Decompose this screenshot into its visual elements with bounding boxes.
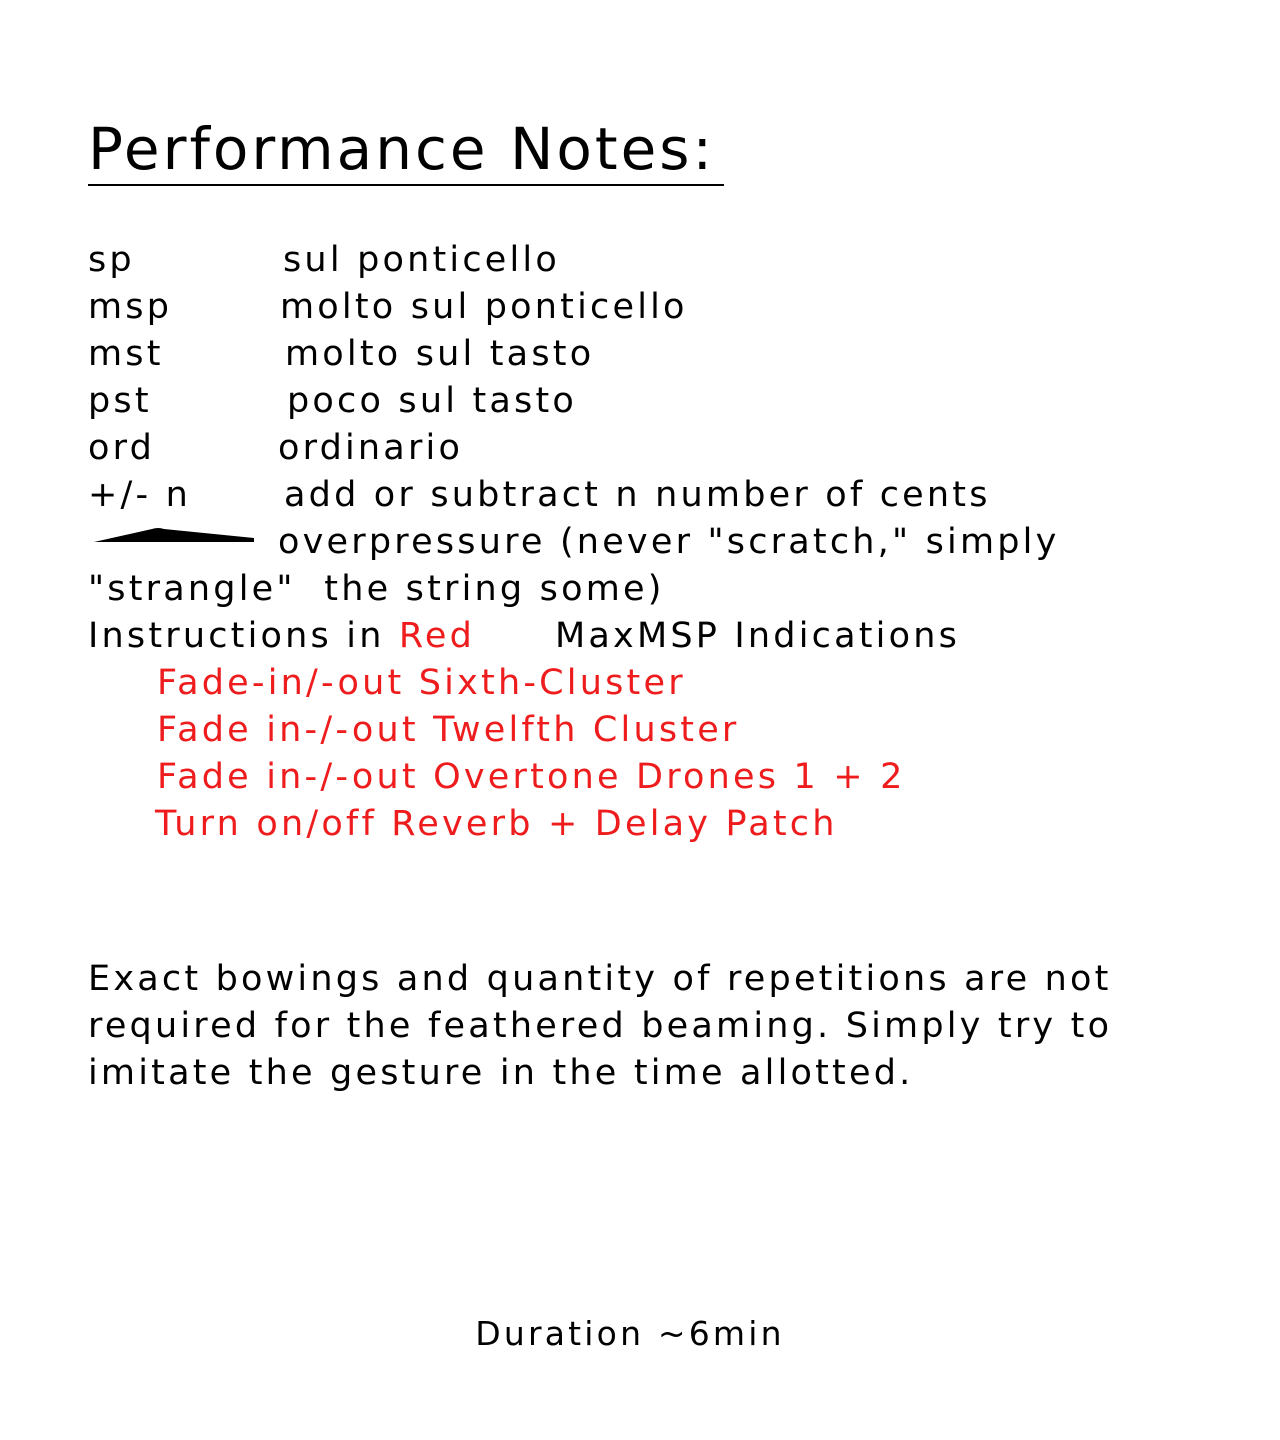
max-indication-item: Fade in-/-out Twelfth Cluster xyxy=(157,710,740,750)
meaning-mst: molto sul tasto xyxy=(285,334,595,374)
meaning-msp: molto sul ponticello xyxy=(280,287,688,327)
duration: Duration ~6min xyxy=(475,1314,785,1353)
paragraph-line-1: Exact bowings and quantity of repetitions are not xyxy=(88,959,1112,999)
meaning-cents: add or subtract n number of cents xyxy=(284,475,991,515)
overpressure-line-2: "strangle" the string some) xyxy=(88,569,665,609)
abbr-pst: pst xyxy=(88,381,152,421)
overpressure-line-1: overpressure (never "scratch," simply xyxy=(278,522,1060,562)
abbr-ord: ord xyxy=(88,428,156,468)
instructions-line xyxy=(88,614,475,658)
meaning-pst: poco sul tasto xyxy=(287,381,578,421)
abbr-mst: mst xyxy=(88,334,164,374)
meaning-ord: ordinario xyxy=(278,428,464,468)
instructions-red-word: Red xyxy=(398,616,476,656)
max-indication-item: Fade in-/-out Overtone Drones 1 + 2 xyxy=(157,757,906,797)
paragraph-line-3: imitate the gesture in the time allotted. xyxy=(88,1053,914,1093)
instructions-prefix: Instructions in xyxy=(88,616,399,656)
page-title: Performance Notes: xyxy=(88,114,724,186)
max-indication-item: Turn on/off Reverb + Delay Patch xyxy=(155,804,838,844)
max-indication-item: Fade-in/-out Sixth-Cluster xyxy=(157,663,686,703)
abbr-sp: sp xyxy=(88,240,135,280)
abbr-msp: msp xyxy=(88,287,173,327)
overpressure-wedge-icon xyxy=(94,526,256,550)
meaning-sp: sul ponticello xyxy=(283,240,560,280)
paragraph-line-2: required for the feathered beaming. Simply try to xyxy=(88,1006,1113,1046)
instructions-suffix: MaxMSP Indications xyxy=(555,616,961,656)
abbr-cents: +/- n xyxy=(88,475,192,515)
